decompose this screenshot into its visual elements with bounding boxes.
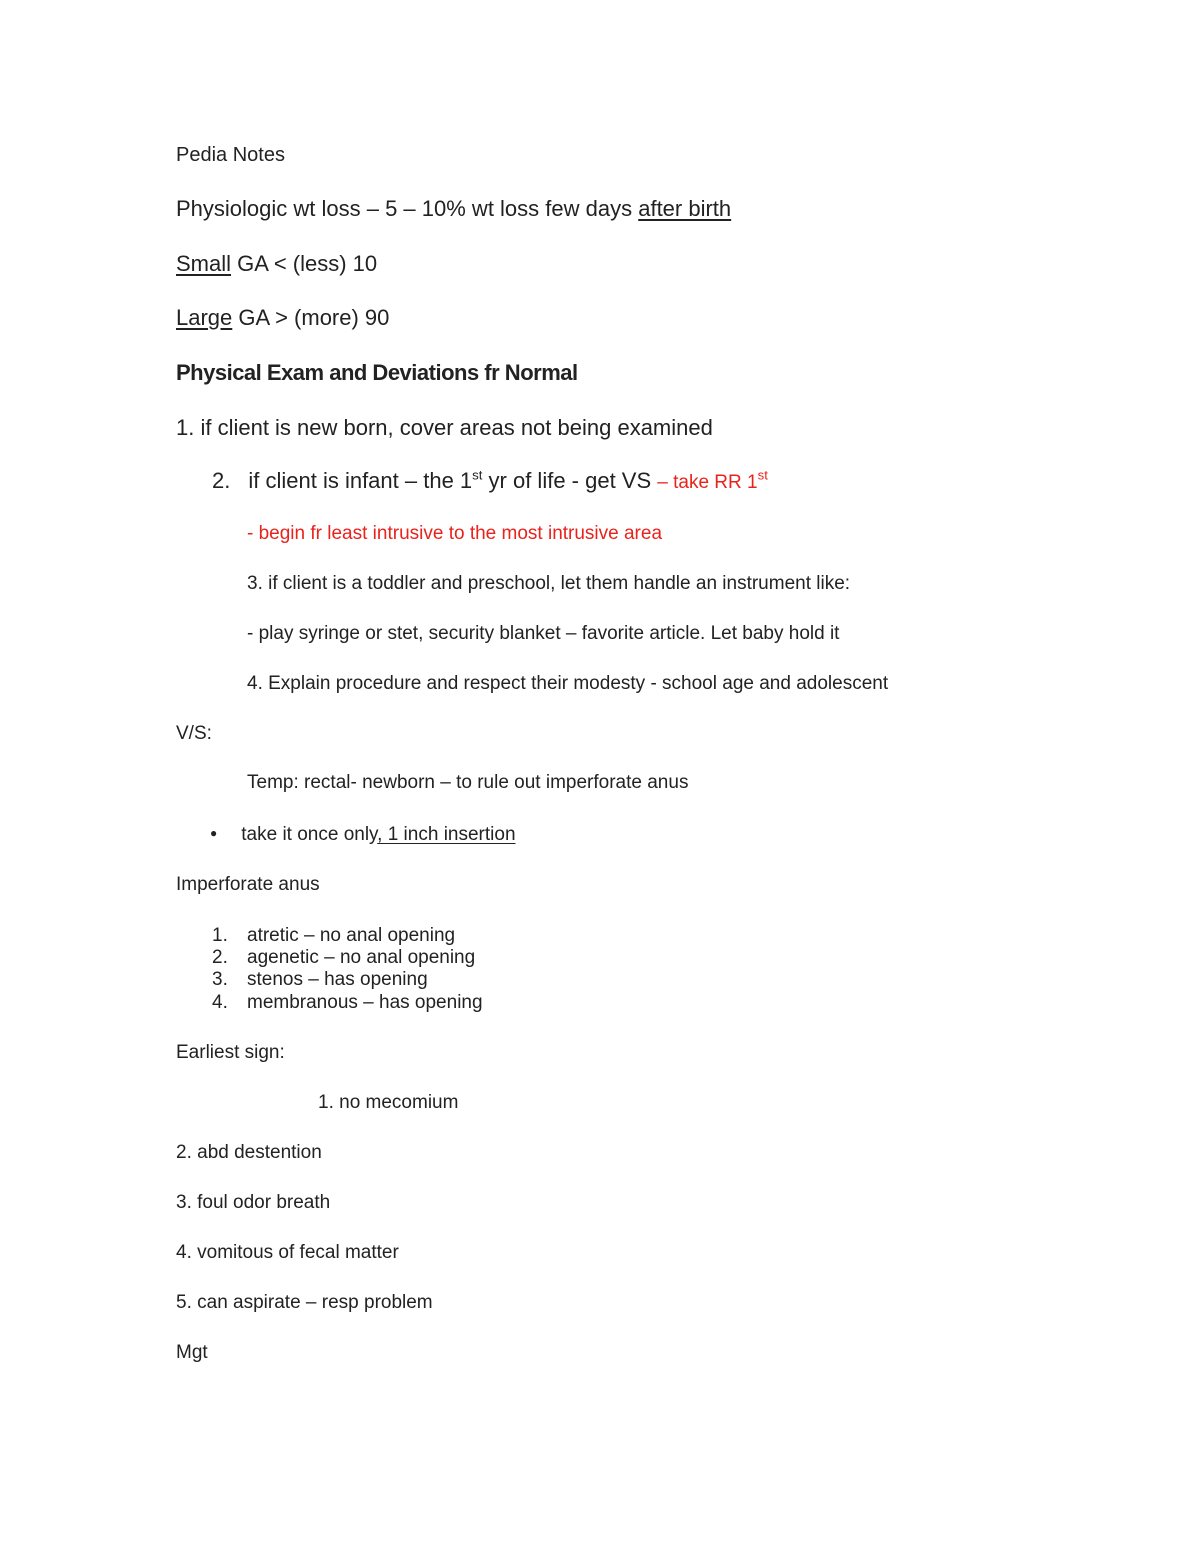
list-item xyxy=(212,969,228,992)
sign-item: 1. no mecomium xyxy=(318,1092,459,1113)
list-item xyxy=(212,992,228,1015)
list-item-number: 3. xyxy=(212,969,228,990)
sign-item: 4. vomitous of fecal matter xyxy=(176,1242,399,1263)
temp-line: Temp: rectal- newborn – to rule out imperforate anus xyxy=(247,772,689,793)
exam-item-2-number: 2. xyxy=(212,468,231,493)
large-ga-text: GA > (more) 90 xyxy=(232,305,390,330)
mgt-label: Mgt xyxy=(176,1342,208,1363)
list-item-number: 1. xyxy=(212,925,228,946)
page-title: Pedia Notes xyxy=(176,144,285,166)
section-heading: Physical Exam and Deviations fr Normal xyxy=(176,360,578,385)
list-item-number: 2. xyxy=(212,947,228,968)
large-ga-line xyxy=(176,305,389,331)
list-item-text: agenetic – no anal opening xyxy=(247,947,476,968)
small-ga-text: GA < (less) 10 xyxy=(231,251,378,276)
large-ga-underlined: Large xyxy=(176,305,233,330)
exam-item-2-red-text: – take RR 1 xyxy=(657,472,758,493)
sign-item: 2. abd destention xyxy=(176,1142,322,1163)
bullet-line xyxy=(210,824,516,847)
exam-item-4: 4. Explain procedure and respect their modesty - school age and adolescent xyxy=(247,673,889,694)
sign-item: 3. foul odor breath xyxy=(176,1192,331,1213)
imperforate-heading: Imperforate anus xyxy=(176,874,320,895)
wt-loss-text: Physiologic wt loss – 5 – 10% wt loss few days xyxy=(176,196,639,221)
exam-item-2-text-a: if client is infant – the 1 xyxy=(248,468,473,493)
sign-item: 5. can aspirate – resp problem xyxy=(176,1292,433,1313)
list-item-text: membranous – has opening xyxy=(247,992,483,1013)
list-item-text: stenos – has opening xyxy=(247,969,428,990)
earliest-sign-label: Earliest sign: xyxy=(176,1042,285,1063)
exam-item-2-red-sup: st xyxy=(757,467,768,483)
bullet-icon: ● xyxy=(210,826,218,840)
list-item-text: atretic – no anal opening xyxy=(247,925,456,946)
list-item-number: 4. xyxy=(212,992,228,1013)
exam-item-2-sup-a: st xyxy=(472,467,483,483)
exam-item-3: 3. if client is a toddler and preschool, let them handle an instrument like: xyxy=(247,573,851,594)
small-ga-underlined: Small xyxy=(176,251,232,276)
exam-item-2-text-b: yr of life - get VS xyxy=(482,468,658,493)
exam-item-2 xyxy=(212,468,768,495)
vs-label: V/S: xyxy=(176,723,212,744)
list-item xyxy=(212,925,228,948)
wt-loss-line xyxy=(176,196,731,222)
exam-item-1: 1. if client is new born, cover areas not being examined xyxy=(176,415,713,440)
list-item xyxy=(212,947,228,970)
begin-line: - begin fr least intrusive to the most intrusive area xyxy=(247,523,663,544)
bullet-underlined: , 1 inch insertion xyxy=(377,824,516,845)
wt-loss-underlined: after birth xyxy=(638,196,732,221)
play-line: - play syringe or stet, security blanket – favorite article. Let baby hold it xyxy=(247,623,840,644)
bullet-text: take it once only xyxy=(241,824,378,845)
small-ga-line xyxy=(176,251,377,277)
